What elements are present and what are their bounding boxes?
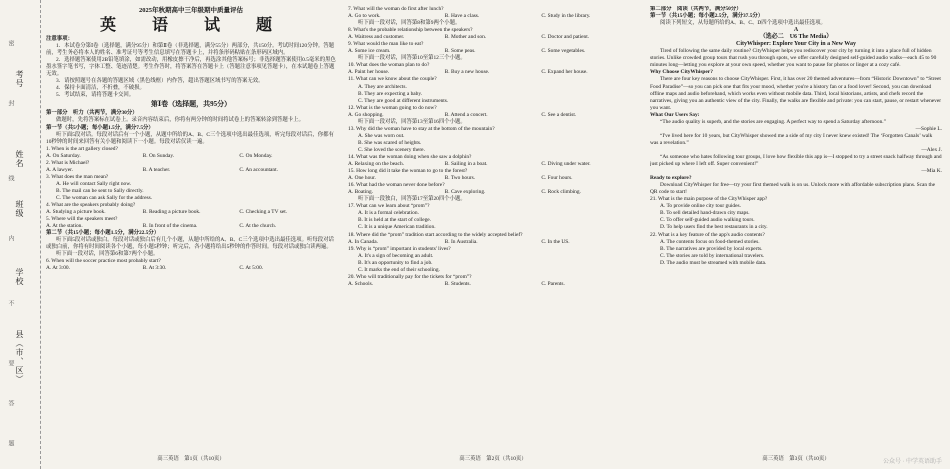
option: C. An accountant. <box>239 166 278 173</box>
user-quote: “As someone who hates following tour groups, I love how flexible this app is—I stopped to try a street snack halfway through and just picked up where I left off. Super convenient!” <box>650 153 942 168</box>
option: C. The stories are told by international travelers. <box>660 252 765 259</box>
option: B. At 3:30. <box>142 265 167 272</box>
option: B. The narratives are provided by local experts. <box>660 245 763 252</box>
option: D. To help users find the best restaurants in a city. <box>660 224 768 231</box>
option: B. They are expecting a baby. <box>358 90 423 97</box>
option: C. At 5:00. <box>239 265 264 272</box>
notice-item: 4．保持卡面清洁，不折叠，不破损。 <box>56 85 145 92</box>
option: C. See a dentist. <box>541 111 577 118</box>
option: A. It's a sign of becoming an adult. <box>358 252 434 259</box>
question-stem: 22. What is a key feature of the app's audio contents? <box>650 231 765 238</box>
part2-heading: 第二部分 阅读（共两节，满分50分） <box>650 6 742 12</box>
option: B. Attend a concert. <box>444 111 488 118</box>
user-quote: “I've lived here for 10 years, but CityWhisper showed me a side of my city I never knew existed! The ‘Forgotten Canals’ walk was a revelation.” <box>650 132 933 146</box>
option: B. Buy a new house. <box>444 69 490 76</box>
option: B. The mail can be sent to Sally directly. <box>56 187 144 194</box>
question-stem: 3. What does the man mean? <box>46 173 109 180</box>
quote-signature: —Alex J. <box>921 146 942 153</box>
option: C. At the church. <box>239 223 277 230</box>
option: A. Go shopping. <box>348 111 384 118</box>
user-quote: “The audio quality is superb, and the stories are engaging. A perfect way to spend a Saturday afternoon.” <box>660 118 887 125</box>
option: B. Sailing in a boat. <box>444 161 488 168</box>
option: B. Mother and son. <box>444 34 487 41</box>
question-stem: 13. Why did the woman have to stay at the bottom of the mountain? <box>348 125 495 132</box>
question-stem: 4. What are the speakers probably doing? <box>46 202 136 209</box>
quote-signature: —Mia K. <box>921 168 942 175</box>
option-row <box>46 209 336 216</box>
option: A. One hour. <box>348 175 376 182</box>
option: A. They are architects. <box>358 83 407 90</box>
option: D. The audio must be streamed with mobile data. <box>660 259 767 266</box>
option: B. A teacher. <box>142 166 171 173</box>
field-name: 姓名 <box>15 150 24 168</box>
dialog-note: 听下面一段对话，回答第10至第12三个小题。 <box>358 55 466 62</box>
option: B. It's an opportunity to find a job. <box>358 259 433 266</box>
option: B. On Sunday. <box>142 152 175 159</box>
question-list <box>348 6 638 288</box>
seal-char: 不 <box>7 300 13 306</box>
option: A. Some ice cream. <box>348 48 391 55</box>
page-footer: 高三英语 第2页（共10页） <box>459 455 527 462</box>
option: A. She was worn out. <box>358 132 405 139</box>
option: B. Have a class. <box>444 13 480 20</box>
question-stem: 5. Where will the speakers meet? <box>46 216 118 223</box>
option: C. Expand her house. <box>541 69 588 76</box>
option: C. Diving under water. <box>541 161 591 168</box>
option: C. Some vegetables. <box>541 48 586 55</box>
option: B. To sell detailed hand-drawn city maps. <box>660 210 750 217</box>
article-paragraph: Download CityWhisper for free—try your first themed walk is on us. Unlock more with affordable subscription plans. Scan the QR code to start! <box>650 182 936 196</box>
option: B. In Australia. <box>444 238 478 245</box>
dialog-note: 听下面一段独白，回答第17至第20四个小题。 <box>358 196 466 203</box>
option: C. Four hours. <box>541 175 573 182</box>
option: C. They are good at different instruments. <box>358 97 449 104</box>
option: A. Relaxing on the beach. <box>348 161 404 168</box>
exam-title: 2025年秋期高中三年级期中质量评估 <box>139 7 243 14</box>
option: A. Schools. <box>348 280 374 287</box>
dialog-note: 听下面一段对话，回答第6和第7两个小题。 <box>56 251 159 258</box>
article-subheading: Why Choose CityWhisper? <box>650 69 713 76</box>
option: C. Checking a TV set. <box>239 209 288 216</box>
section2-intro: 听下面5段对话或独白。每段对话或独白后有几个小题，从题中所给的A、B、C三个选项中选出最佳选项。听每段对话或独白前，你将有时间阅读各个小题，每小题5秒钟；听完后，各小题将给出5秒钟的作答时间。每段对话或独白读两遍。 <box>46 237 334 251</box>
field-exam-number: 考号 <box>15 70 24 88</box>
question-stem: 15. How long did it take the woman to go to the forest? <box>348 168 468 175</box>
notice-item: 1．本试卷分第Ⅰ卷（选择题，满分95分）和第Ⅱ卷（非选择题，满分55分）两部分，共150分。考试时间120分钟。答题前，考生务必将本人的姓名、准考证号等考生信息填写在答题卡上，并将条形码粘贴在条形码区域内。 <box>46 43 335 57</box>
option: C. The woman can ask Sally for the address. <box>56 194 153 201</box>
option: B. Reading a picture book. <box>142 209 201 216</box>
option-row <box>46 265 336 272</box>
option: A. A lawyer. <box>46 166 73 173</box>
option: B. Students. <box>444 280 471 287</box>
part1-intro: 做题时，先将答案标在试卷上。录音内容结束后，你将有两分钟的时间将试卷上的答案转涂到答题卡上。 <box>56 117 304 124</box>
option: C. She loved the scenery there. <box>358 146 425 153</box>
seal-char: 答 <box>7 400 13 406</box>
option: B. It is held at the start of college. <box>358 217 432 224</box>
question-stem: 14. What was the woman doing when she saw a dolphin? <box>348 153 472 160</box>
part1-subheading: 第一部分 听力（共两节，满分30分） <box>46 110 138 117</box>
question-stem: 2. What is Michael? <box>46 159 90 166</box>
option: C. To offer self-guided audio walking tours. <box>660 217 755 224</box>
question-stem: 7. What will the woman do first after lunch? <box>348 6 444 12</box>
seal-char: 密 <box>7 40 13 46</box>
question-stem: 6. When will the soccer practice most probably start? <box>46 258 161 265</box>
option: A. To provide online city tour guides. <box>660 203 741 210</box>
section2-heading: 第二节（共15小题；每小题1.5分，满分22.5分） <box>46 230 160 237</box>
watermark: 公众号 · 中学英语助手 <box>883 459 942 465</box>
article-paragraph: Tired of following the same daily routine? CityWhisper helps you rediscover your city by turning it into a place full of hidden stories. Unlike crowded group tours that rush you through spots, we offer carefully designed self-guided audio walks—each 45 to 90 minutes long—letting you explore at your own speed, whether you want to pause for photos or linger at a cozy café. <box>650 48 937 69</box>
question-stem: 21. What is the main purpose of the CityWhisper app? <box>650 196 768 203</box>
option: C. Parents. <box>541 280 565 287</box>
question-stem: 8. What's the probable relationship between the speakers? <box>348 27 473 34</box>
seal-char: 要 <box>7 360 13 366</box>
option: A. Go to work. <box>348 13 381 20</box>
article-subheading: Ready to explore? <box>650 175 692 182</box>
dialog-note: 听下面一段对话，回答第8和第9两个小题。 <box>358 20 461 27</box>
option: A. Boating. <box>348 189 374 196</box>
option: C. Doctor and patient. <box>541 34 590 41</box>
reading-section-heading: 第一节（共15小题；每小题2.5分，满分37.5分） <box>650 13 764 20</box>
option: A. Waitress and customer. <box>348 34 405 41</box>
seal-char: 题 <box>7 440 13 446</box>
option: A. Paint her house. <box>348 69 390 76</box>
option: B. In front of the cinema. <box>142 223 198 230</box>
field-school: 学校 <box>15 268 24 286</box>
page-footer: 高三英语 第3页（共10页） <box>762 455 830 462</box>
notice-item: 3．请按照题号在各题的答题区域（黑色线框）内作答，超出答题区域书写的答案无效。 <box>56 78 264 85</box>
option: A. At the station. <box>46 223 83 230</box>
seal-char: 内 <box>7 235 13 241</box>
option-row <box>348 281 638 288</box>
option-row <box>348 239 638 246</box>
quote-signature: —Sophie L. <box>915 125 942 132</box>
option: A. He will contact Sally right now. <box>56 180 132 187</box>
option: C. It is a unique American tradition. <box>358 224 436 231</box>
reading-intro: 阅读下列短文，从每题所给的A、B、C、D四个选项中选出最佳选项。 <box>660 20 826 27</box>
option: C. Rock climbing. <box>541 189 581 196</box>
option-row <box>348 112 638 119</box>
option: C. In the US. <box>541 238 570 245</box>
option: A. On Saturday. <box>46 152 81 159</box>
seal-char: 封 <box>7 100 13 106</box>
question-stem: 16. What had the woman never done before? <box>348 182 445 189</box>
option: B. She was scared of heights. <box>358 139 422 146</box>
section1-heading: 第一节（共5小题；每小题1.5分，满分7.5分） <box>46 124 154 131</box>
question-stem: 12. What is the woman going to do now? <box>348 104 437 111</box>
option-row <box>348 34 638 41</box>
option: B. Cave exploring. <box>444 189 486 196</box>
question-stem: 11. What can we know about the couple? <box>348 76 437 83</box>
section1-intro: 听下面5段对话。每段对话后有一个小题，从题中所给的A、B、C三个选项中选出最佳选项，听完每段对话后，你都有10秒钟的时间来回答有关小题和阅读下一小题。每段对话仅读一遍。 <box>46 131 334 145</box>
field-county: 县（市、区） <box>15 330 24 384</box>
choice-title: （选必二 U6 The Media） <box>759 34 833 41</box>
question-stem: 17. What can we learn about “prom”? <box>348 203 430 210</box>
option: A. At 3:00. <box>46 265 70 272</box>
page-2 <box>348 6 638 463</box>
option: B. Some peas. <box>444 48 476 55</box>
option: C. It marks the end of their schooling. <box>358 266 440 273</box>
question-stem: 18. Where did the “prom” tradition start according to the widely accepted belief? <box>348 231 523 238</box>
notice-item: 2．选择题答案使用2B铅笔填涂，如需改动，用橡皮擦干净后，再选涂其他答案标号；非选择题答案使用0.5毫米的黑色墨水签字笔书写，字体工整、笔迹清楚。考生作答时，将答案答在答题卡上（答题注意事项见答题卡），在本试题卷上答题无效。 <box>46 57 336 78</box>
page-1 <box>46 6 336 463</box>
field-class: 班级 <box>15 200 24 218</box>
question-stem: 1. When is the art gallery closed? <box>46 145 118 152</box>
article-subheading: What Our Users Say: <box>650 111 700 118</box>
option-row <box>46 167 336 174</box>
option: B. Two hours. <box>444 175 476 182</box>
binding-strip <box>0 0 41 469</box>
question-stem: 10. What does the woman plan to do? <box>348 62 430 69</box>
option: A. The contents focus on food-themed stories. <box>660 238 760 245</box>
option-row <box>348 69 638 76</box>
dialog-note: 听下面一段对话，回答第13至第16四个小题。 <box>358 118 466 125</box>
option: C. Study in the library. <box>541 13 591 20</box>
question-stem: 19. Why is “prom” important in students' lives? <box>348 245 451 252</box>
notice-item: 5．考试结束，请将答题卡交回。 <box>56 92 135 99</box>
option: C. On Monday. <box>239 152 273 159</box>
option: A. In Canada. <box>348 238 378 245</box>
seal-char: 线 <box>7 175 13 181</box>
option: A. Studying a picture book. <box>46 209 106 216</box>
notice-heading: 注意事项： <box>46 36 73 42</box>
article-paragraph: There are four key reasons to choose CityWhisper. First, it has over 20 themed adventures—from “Historic Downtown” to “Street Food Paradise”—so you can pick one that fits your mood, whether you're a history fan or a food lover! Second, you can download offline maps and audio beforehand, which works even without mobile data. Third, local historians, artists, and chefs record the narratives, giving you an authentic view of the city. Finally, the walks are flexible and private: you can start, pause, or restart whenever you want. <box>650 76 942 111</box>
option-row <box>46 153 336 160</box>
page-footer: 高三英语 第1页（共10页） <box>157 455 225 462</box>
question-stem: 20. Who will traditionally pay for the tickets for “prom”? <box>348 273 472 280</box>
page-3 <box>650 6 942 463</box>
subject-title: 英 语 试 题 <box>99 17 282 34</box>
question-stem: 9. What would the man like to eat? <box>348 41 424 48</box>
passage-letter: A <box>793 27 799 34</box>
option: A. It is a formal celebration. <box>358 210 419 217</box>
part1-heading: 第Ⅰ卷（选择题，共95分） <box>150 100 232 109</box>
article-title: CityWhisper: Explore Your City in a New Way <box>736 41 856 48</box>
